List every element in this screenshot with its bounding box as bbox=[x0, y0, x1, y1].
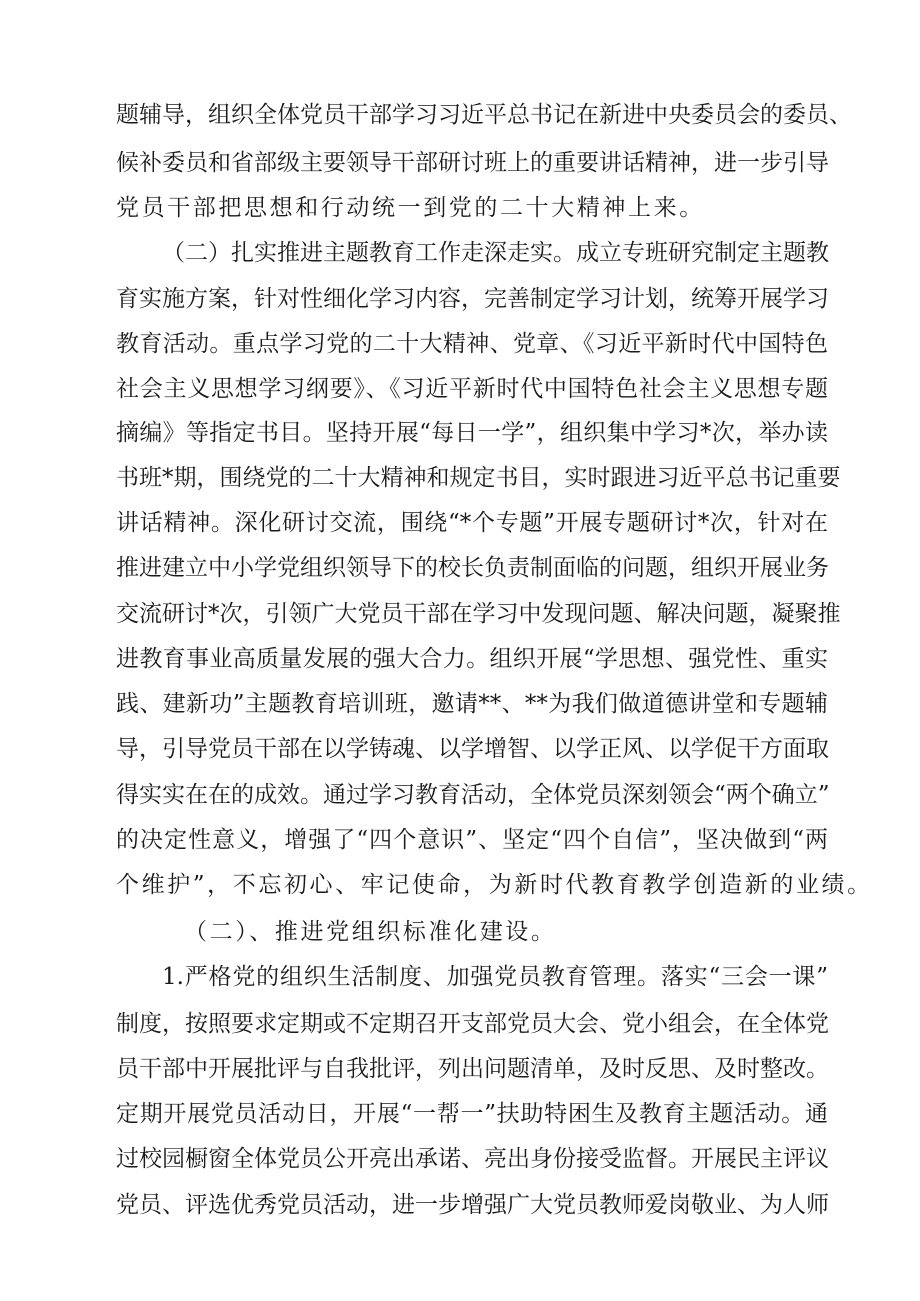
text-line: 定期开展党员活动日，开展“一帮一”扶助特困生及教育主题活动。通 bbox=[116, 1101, 828, 1127]
text-line: 社会主义思想学习纲要》、《习近平新时代中国特色社会主义思想专题 bbox=[116, 376, 828, 402]
numbered-item-line: 1.严格党的组织生活制度、加强党员教育管理。落实“三会一课” bbox=[162, 964, 828, 990]
text-line: 党员、评选优秀党员活动，进一步增强广大党员教师爱岗敬业、为人师 bbox=[116, 1192, 829, 1218]
text-line: 制度，按照要求定期或不定期召开支部党员大会、党小组会，在全体党 bbox=[116, 1011, 829, 1037]
text-line: 推进建立中小学党组织领导下的校长负责制面临的问题，组织开展业务 bbox=[116, 555, 829, 581]
text-line: 员干部中开展批评与自我批评，列出问题清单，及时反思、及时整改。 bbox=[116, 1056, 829, 1082]
text-line: 摘编》等指定书目。坚持开展“每日一学”，组织集中学习*次，举办读 bbox=[116, 420, 828, 446]
text-line: 个维护”，不忘初心、牢记使命，为新时代教育教学创造新的业绩。 bbox=[116, 872, 873, 898]
section-heading: （二）、推进党组织标准化建设。 bbox=[184, 919, 557, 945]
text-line: 践、建新功”主题教育培训班，邀请**、**为我们做道德讲堂和专题辅 bbox=[116, 691, 828, 717]
paragraph-heading-line: （二）扎实推进主题教育工作走深走实。成立专班研究制定主题教 bbox=[162, 240, 829, 266]
text-line: 教育活动。重点学习党的二十大精神、党章、《习近平新时代中国特色 bbox=[116, 331, 828, 357]
text-line: 讲话精神。深化研讨交流，围绕“*个专题”开展专题研讨*次，针对在 bbox=[116, 510, 828, 536]
text-line: 交流研讨*次，引领广大党员干部在学习中发现问题、解决问题，凝聚推 bbox=[116, 601, 841, 627]
text-line: 候补委员和省部级主要领导干部研讨班上的重要讲话精神，进一步引导 bbox=[116, 150, 829, 176]
text-line: 党员干部把思想和行动统一到党的二十大精神上来。 bbox=[116, 195, 705, 221]
text-line: 的决定性意义，增强了“四个意识”、坚定“四个自信”，坚决做到“两 bbox=[116, 827, 828, 853]
text-line: 题辅导，组织全体党员干部学习习近平总书记在新进中央委员会的委员、 bbox=[116, 102, 852, 128]
text-line: 育实施方案，针对性细化学习内容，完善制定学习计划，统筹开展学习 bbox=[116, 286, 829, 312]
text-line: 进教育事业高质量发展的强大合力。组织开展“学思想、强党性、重实 bbox=[116, 646, 828, 672]
text-line: 过校园橱窗全体党员公开亮出承诺、亮出身份接受监督。开展民主评议 bbox=[116, 1146, 829, 1172]
text-line: 得实实在在的成效。通过学习教育活动，全体党员深刻领会“两个确立” bbox=[116, 782, 830, 808]
text-line: 导，引导党员干部在以学铸魂、以学增智、以学正风、以学促干方面取 bbox=[116, 736, 829, 762]
text-line: 书班*期，围绕党的二十大精神和规定书目，实时跟进习近平总书记重要 bbox=[116, 465, 841, 491]
